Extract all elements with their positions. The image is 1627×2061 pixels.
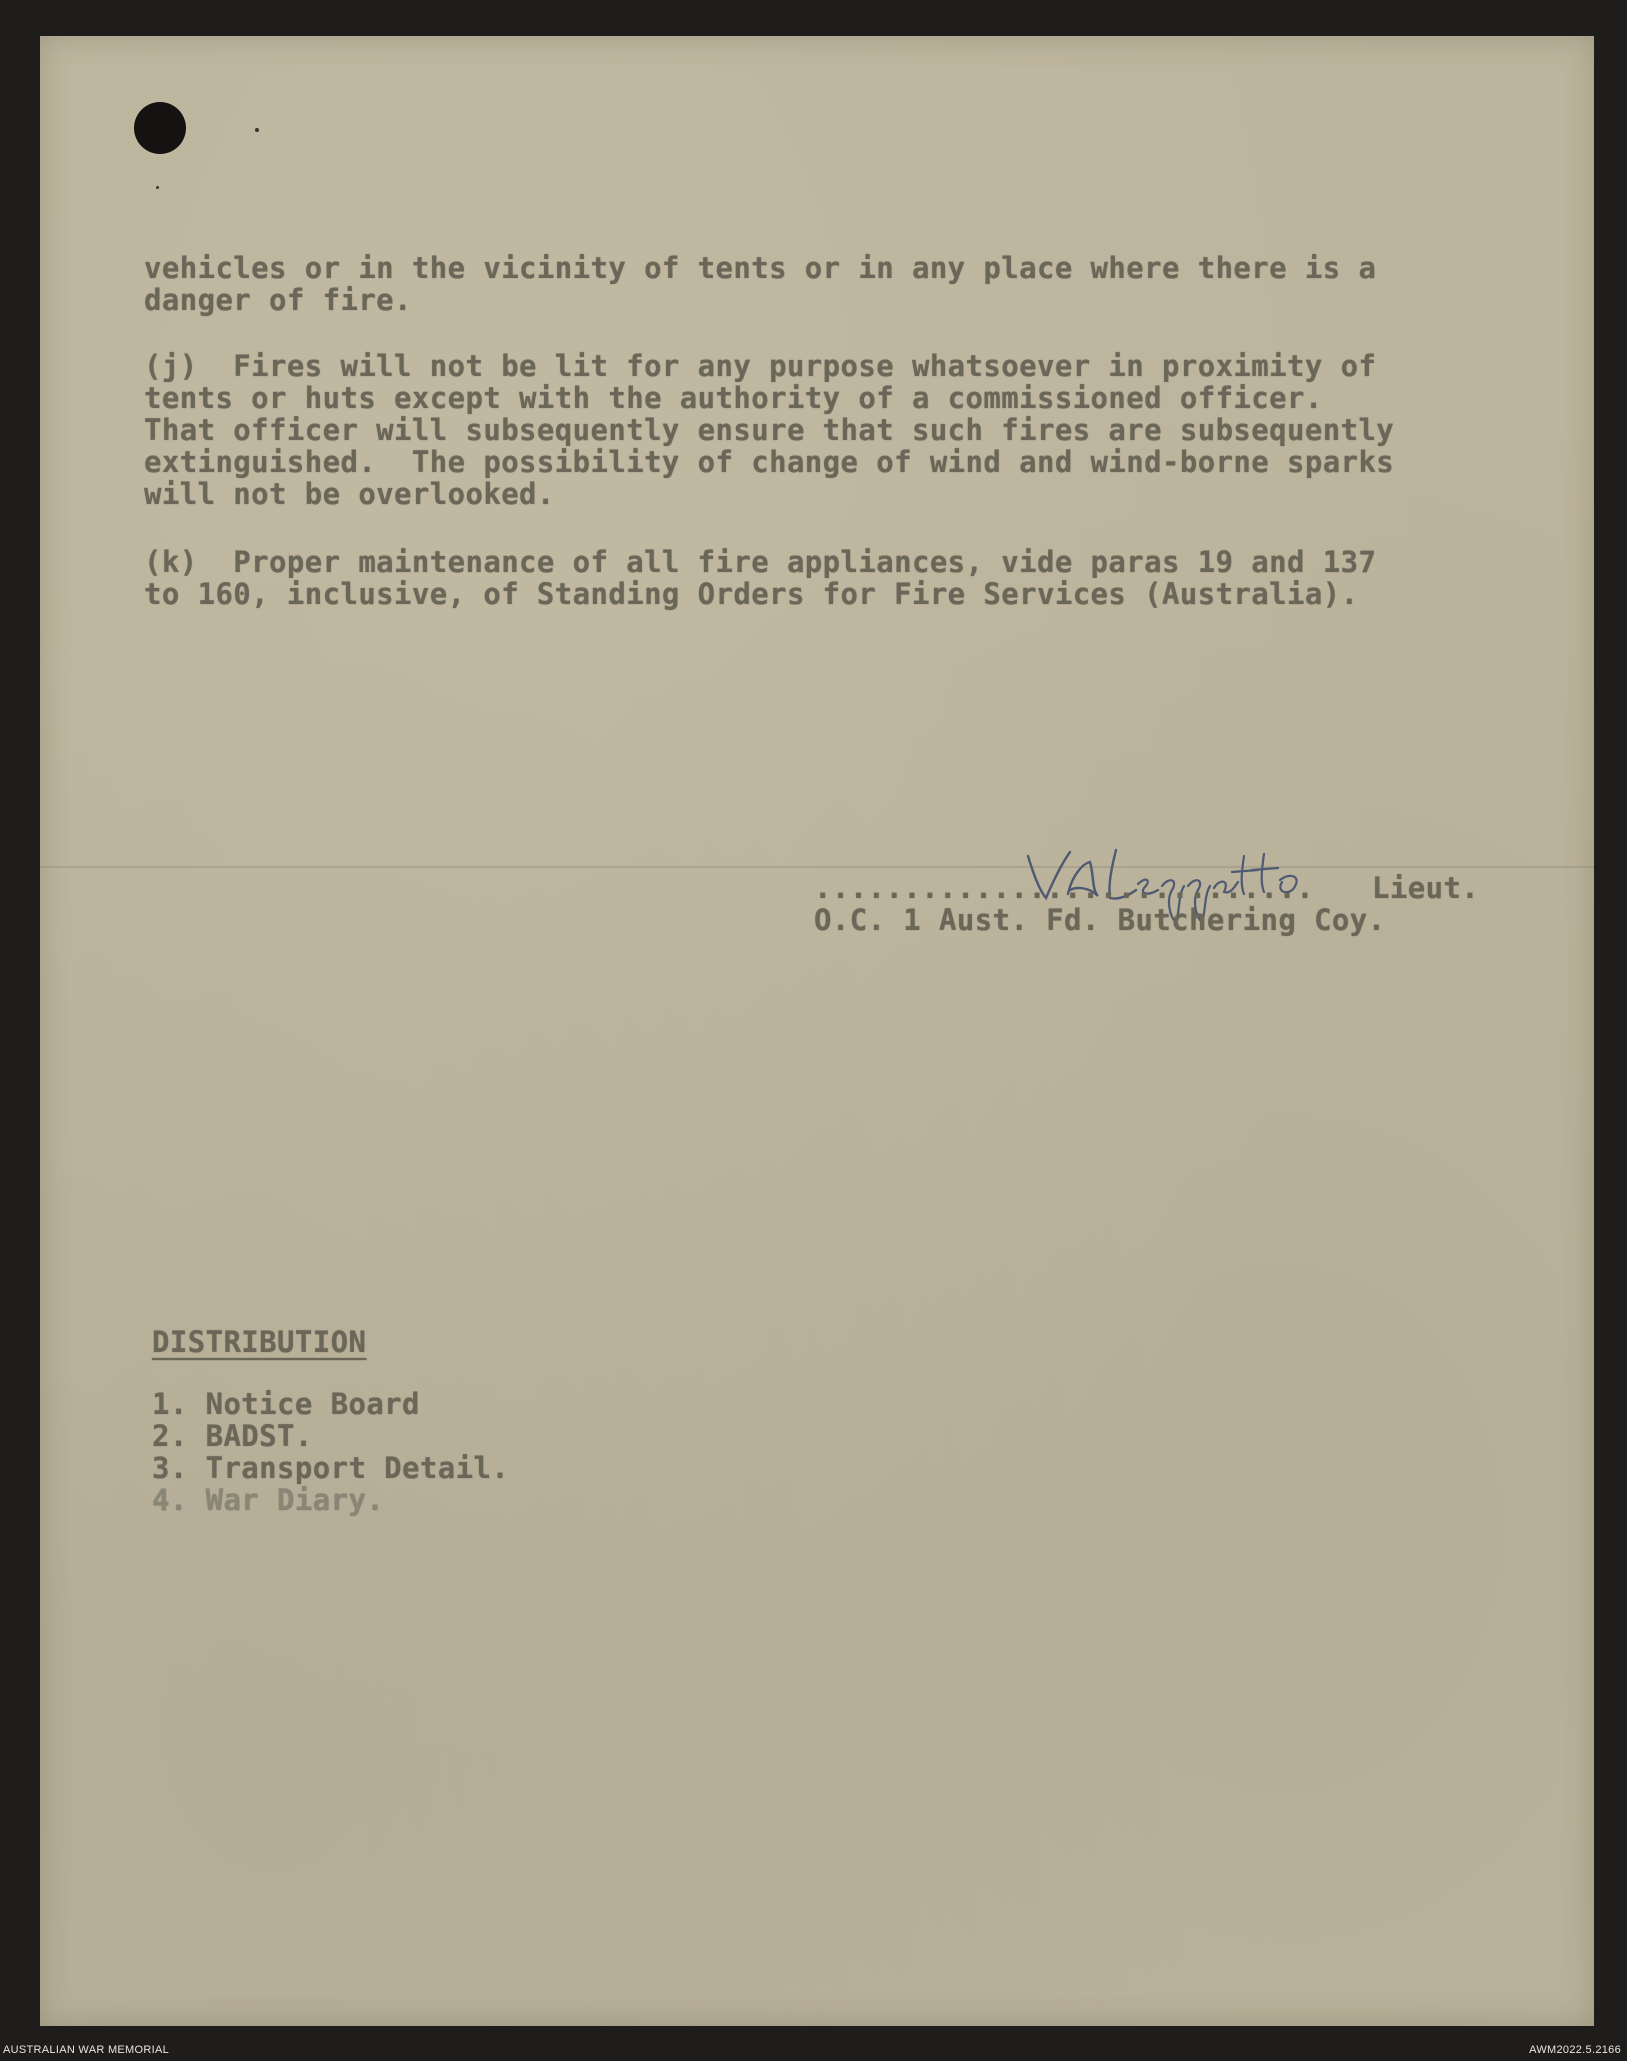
distribution-item: 3. Transport Detail. [152, 1451, 510, 1485]
para-k-line-2: to 160, inclusive, of Standing Orders for Fire Services (Australia). [144, 577, 1359, 611]
para-j-line-5: will not be overlooked. [144, 477, 555, 511]
para-i-line-1: vehicles or in the vicinity of tents or in any place where there is a [144, 251, 1377, 285]
document-page [40, 36, 1594, 2026]
punch-hole [134, 102, 186, 154]
para-i-line-2: danger of fire. [144, 283, 412, 317]
para-j-line-2: tents or huts except with the authority of a commissioned officer. [144, 381, 1323, 415]
reference-caption: AWM2022.5.2166 [1529, 2044, 1621, 2056]
distribution-item: 1. Notice Board [152, 1387, 420, 1421]
institution-caption: AUSTRALIAN WAR MEMORIAL [3, 2044, 170, 2056]
para-j-line-1: (j) Fires will not be lit for any purpose whatsoever in proximity of [144, 349, 1377, 383]
signature-rank: Lieut. [1372, 871, 1480, 905]
signature-dotted-line: ............................ [814, 871, 1315, 905]
paper-speck [156, 186, 159, 189]
distribution-item: 4. War Diary. [152, 1483, 385, 1517]
distribution-heading: DISTRIBUTION [152, 1325, 367, 1359]
fold-line [40, 866, 1594, 868]
para-k-line-1: (k) Proper maintenance of all fire appliances, vide paras 19 and 137 [144, 545, 1377, 579]
distribution-item: 2. BADST. [152, 1419, 313, 1453]
para-j-line-3: That officer will subsequently ensure that such fires are subsequently [144, 413, 1395, 447]
paper-speck [255, 128, 259, 132]
signature-appointment: O.C. 1 Aust. Fd. Butchering Coy. [814, 903, 1386, 937]
para-j-line-4: extinguished. The possibility of change of wind and wind-borne sparks [144, 445, 1395, 479]
